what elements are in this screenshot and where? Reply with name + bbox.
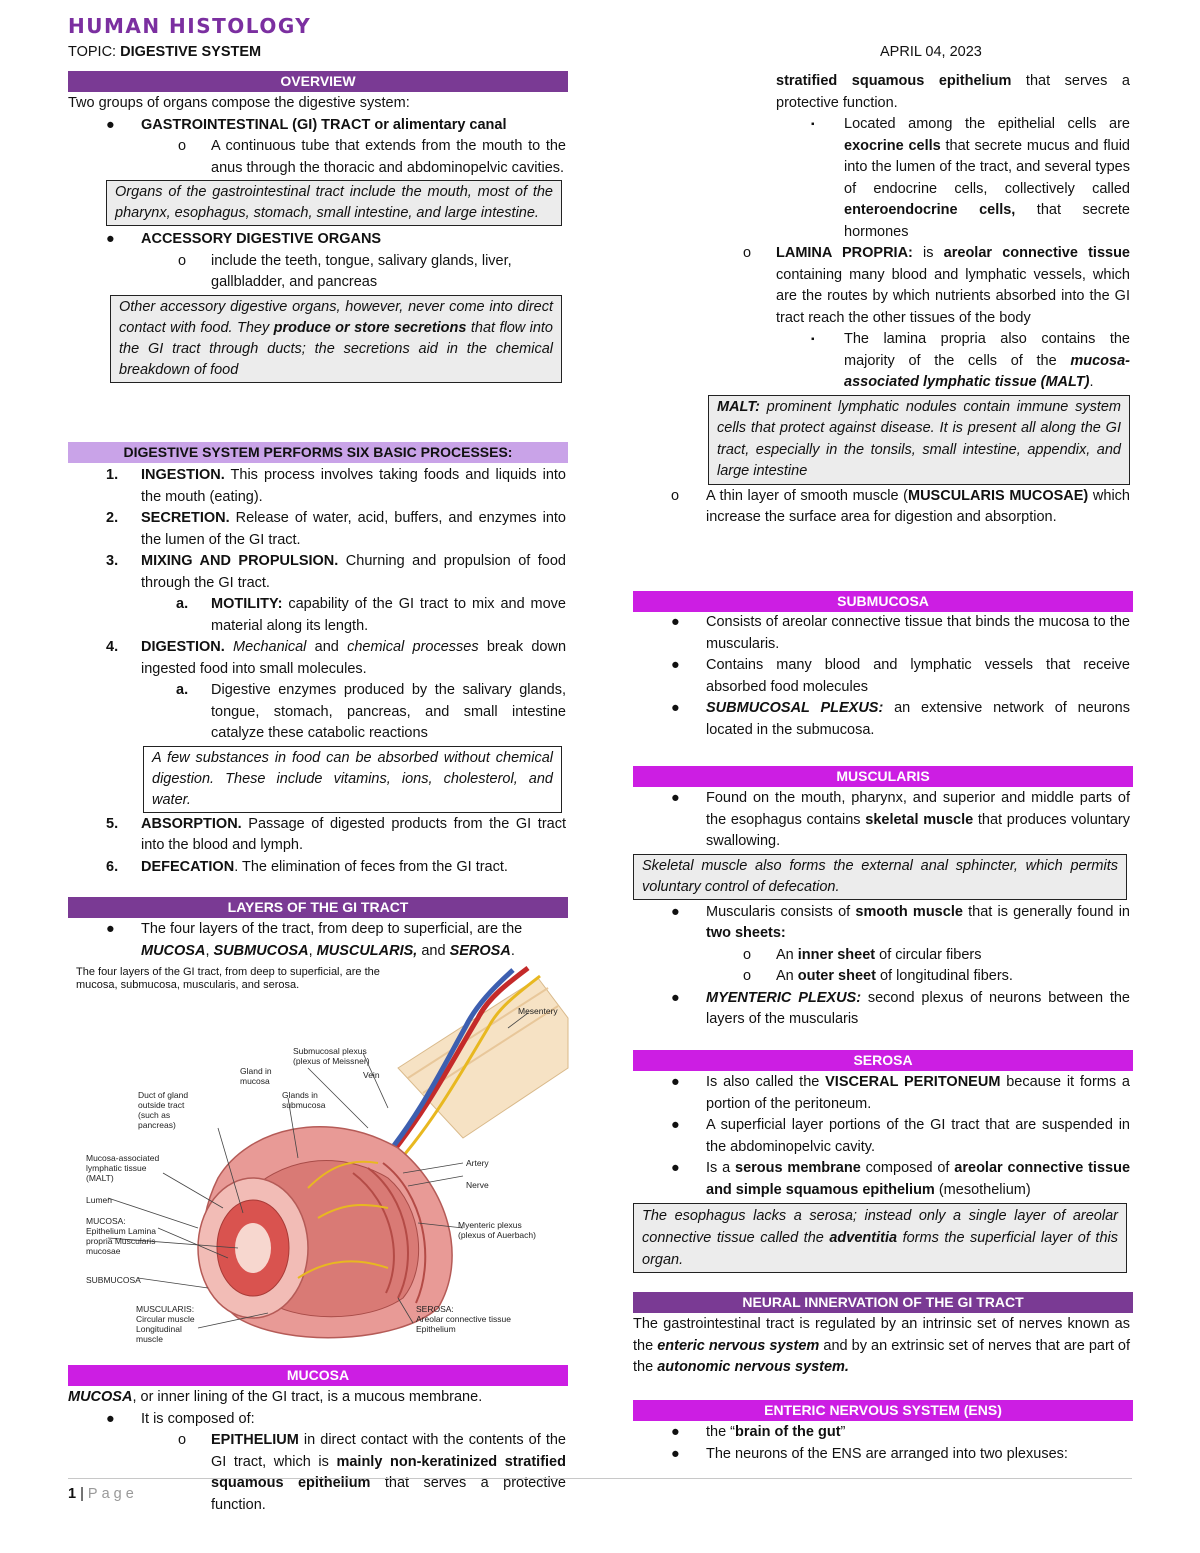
note-box: Other accessory digestive organs, however, never come into direct contact with food. They produce or store secretions that flow into the GI tract through ducts; the secretions aid in the chemical breakdown of food — [110, 295, 562, 383]
list-item: ▪ Located among the epithelial cells are exocrine cells that secrete mucus and fluid into the lumen of the tract, and several types of endocrine cells, collectively called enteroendocrine cells, that secrete hormones — [811, 116, 1130, 240]
processes-section — [68, 465, 566, 878]
section-header-ens: ENTERIC NERVOUS SYSTEM (ENS) — [633, 1400, 1133, 1421]
list-item: o EPITHELIUM in direct contact with the contents of the GI tract, which is mainly non-keratinized stratified squamous epithelium that serves a protective function. — [178, 1432, 566, 1513]
list-item: 1. INGESTION. This process involves taking foods and liquids into the mouth (eating). — [106, 467, 566, 505]
list-item: ● GASTROINTESTINAL (GI) TRACT or alimentary canal — [106, 116, 507, 133]
list-item: ● Contains many blood and lymphatic vessels that receive absorbed food molecules — [671, 657, 1130, 695]
overview-intro: Two groups of organs compose the digestive system: — [68, 95, 410, 111]
ens-section — [633, 1422, 1130, 1465]
gi-tract-layers-figure — [68, 958, 568, 1350]
label-serosa: SEROSA: — [416, 1304, 454, 1314]
label-mesentery: Mesentery — [518, 1006, 558, 1016]
label-submucosal-plexus: Submucosal plexus (plexus of Meissner) — [293, 1046, 370, 1066]
note-box: Organs of the gastrointestinal tract include the mouth, most of the pharynx, esophagus, stomach, small intestine, and large intestine. — [106, 180, 562, 226]
list-item: 3. MIXING AND PROPULSION. Churning and propulsion of food through the GI tract. — [106, 553, 566, 591]
label-malt: Mucosa-associated lymphatic tissue (MALT) — [86, 1153, 160, 1183]
section-header-muscularis: MUSCULARIS — [633, 766, 1133, 787]
figure-caption: The four layers of the GI tract, from deep to superficial, are the mucosa, submucosa, muscularis, and serosa. — [76, 966, 380, 991]
label-glands-submucosa: Glands in submucosa — [282, 1090, 326, 1110]
note-box: The esophagus lacks a serosa; instead only a single layer of areolar connective tissue called the adventitia forms the superficial layer of this organ. — [633, 1203, 1127, 1273]
list-item: o An inner sheet of circular fibers — [743, 946, 982, 963]
list-item: ● Muscularis consists of smooth muscle that is generally found in two sheets: — [671, 903, 1130, 941]
document-date: APRIL 04, 2023 — [880, 44, 982, 60]
section-header-six-processes: DIGESTIVE SYSTEM PERFORMS SIX BASIC PROCESSES: — [68, 442, 568, 463]
topic-line: TOPIC: DIGESTIVE SYSTEM — [68, 44, 262, 60]
label-myenteric: Myenteric plexus (plexus of Auerbach) — [458, 1220, 536, 1240]
list-item: ● A superficial layer portions of the GI tract that are suspended in the abdominopelvic cavity. — [671, 1117, 1130, 1155]
list-item: a. MOTILITY: capability of the GI tract to mix and move material along its length. — [176, 596, 566, 634]
list-item: ● Found on the mouth, pharynx, and superior and middle parts of the esophagus contains skeletal muscle that produces voluntary swallowing. — [671, 790, 1130, 849]
label-serosa-parts: Areolar connective tissue Epithelium — [416, 1314, 511, 1334]
list-item: ● MYENTERIC PLEXUS: second plexus of neurons between the layers of the muscularis — [671, 989, 1130, 1027]
section-header-submucosa: SUBMUCOSA — [633, 591, 1133, 612]
note-box: MALT: prominent lymphatic nodules contain immune system cells that protect against disease. It is present all along the GI tract, especially in the tonsils, small intestine, appendix, and large intestine — [708, 395, 1130, 485]
label-artery: Artery — [466, 1158, 489, 1168]
submucosa-section — [633, 612, 1130, 741]
note-box: A few substances in food can be absorbed without chemical digestion. These include vitamins, ions, cholesterol, and water. — [143, 746, 562, 813]
label-vein: Vein — [363, 1070, 380, 1080]
section-header-layers: LAYERS OF THE GI TRACT — [68, 897, 568, 918]
epithelium-continued: stratified squamous epithelium that serves a protective function. — [776, 73, 1130, 111]
list-item: ● SUBMUCOSAL PLEXUS: an extensive network of neurons located in the submucosa. — [671, 700, 1130, 738]
label-gland-mucosa: Gland in mucosa — [240, 1066, 272, 1086]
mucosa-section-right — [633, 71, 1130, 529]
section-header-neural: NEURAL INNERVATION OF THE GI TRACT — [633, 1292, 1133, 1313]
label-mucosa: MUCOSA: — [86, 1216, 126, 1226]
mucosa-intro: MUCOSA, or inner lining of the GI tract, is a mucous membrane. — [68, 1389, 483, 1405]
label-submucosa: SUBMUCOSA — [86, 1275, 141, 1285]
list-item: ● the “brain of the gut” — [671, 1424, 846, 1440]
label-muscularis-parts: Circular muscle Longitudinal muscle — [136, 1314, 195, 1344]
list-item: 5. ABSORPTION. Passage of digested products from the GI tract into the blood and lymph. — [106, 815, 566, 853]
label-lumen: Lumen — [86, 1195, 112, 1205]
list-item: ● Consists of areolar connective tissue that binds the mucosa to the muscularis. — [671, 614, 1130, 652]
note-box: Skeletal muscle also forms the external anal sphincter, which permits voluntary control of defecation. — [633, 854, 1127, 900]
overview-section — [68, 93, 566, 383]
layers-section — [68, 919, 566, 962]
footer-divider — [68, 1478, 1132, 1479]
list-item: o A continuous tube that extends from the mouth to the anus through the thoracic and abdominopelvic cavities. — [178, 138, 566, 176]
document-title: HUMAN HISTOLOGY — [68, 14, 312, 38]
list-item: 6. DEFECATION. The elimination of feces from the GI tract. — [106, 858, 508, 875]
label-duct: Duct of gland outside tract (such as pancreas) — [138, 1090, 189, 1130]
list-item: o include the teeth, tongue, salivary glands, liver, gallbladder, and pancreas — [178, 252, 512, 290]
list-item: ● ACCESSORY DIGESTIVE ORGANS — [106, 231, 382, 247]
label-nerve: Nerve — [466, 1180, 489, 1190]
muscularis-section — [633, 788, 1130, 1031]
section-header-mucosa: MUCOSA — [68, 1365, 568, 1386]
list-item: a. Digestive enzymes produced by the salivary glands, tongue, stomach, pancreas, and small intestine catalyze these catabolic reactions — [176, 682, 566, 741]
serosa-section — [633, 1072, 1130, 1273]
neural-text: The gastrointestinal tract is regulated by an intrinsic set of nerves known as the enteric nervous system and by an extrinsic set of nerves that are part of the autonomic nervous system. — [633, 1316, 1131, 1375]
list-item: o LAMINA PROPRIA: is areolar connective tissue containing many blood and lymphatic vessels, which are the routes by which nutrients absorbed into the GI tract reach the other tissues of the body — [743, 245, 1130, 326]
label-mucosa-parts: Epithelium Lamina propria Muscularis mucosae — [86, 1226, 156, 1256]
neural-section — [633, 1314, 1130, 1379]
list-item: ▪ The lamina propria also contains the majority of the cells of the mucosa-associated lymphatic tissue (MALT). — [811, 331, 1130, 390]
section-header-serosa: SEROSA — [633, 1050, 1133, 1071]
page-footer: 1 | Page — [68, 1486, 138, 1502]
list-item: 4. DIGESTION. Mechanical and chemical processes break down ingested food into small molecules. — [106, 639, 567, 677]
list-item: o An outer sheet of longitudinal fibers. — [743, 968, 1013, 984]
label-muscularis: MUSCULARIS: — [136, 1304, 195, 1314]
list-item: o A thin layer of smooth muscle (MUSCULARIS MUCOSAE) which increase the surface area for digestion and absorption. — [671, 487, 1130, 525]
list-item: ● The neurons of the ENS are arranged into two plexuses: — [671, 1445, 1068, 1462]
list-item: ● Is a serous membrane composed of areolar connective tissue and simple squamous epithelium (mesothelium) — [671, 1160, 1131, 1198]
list-item: 2. SECRETION. Release of water, acid, buffers, and enzymes into the lumen of the GI tract. — [106, 510, 566, 548]
section-header-overview: OVERVIEW — [68, 71, 568, 92]
list-item: ● The four layers of the tract, from deep to superficial, are the MUCOSA, SUBMUCOSA, MUSCULARIS, and SEROSA. — [106, 921, 523, 959]
list-item: ● Is also called the VISCERAL PERITONEUM because it forms a portion of the peritoneum. — [671, 1074, 1130, 1112]
list-item: ● It is composed of: — [106, 1410, 255, 1427]
